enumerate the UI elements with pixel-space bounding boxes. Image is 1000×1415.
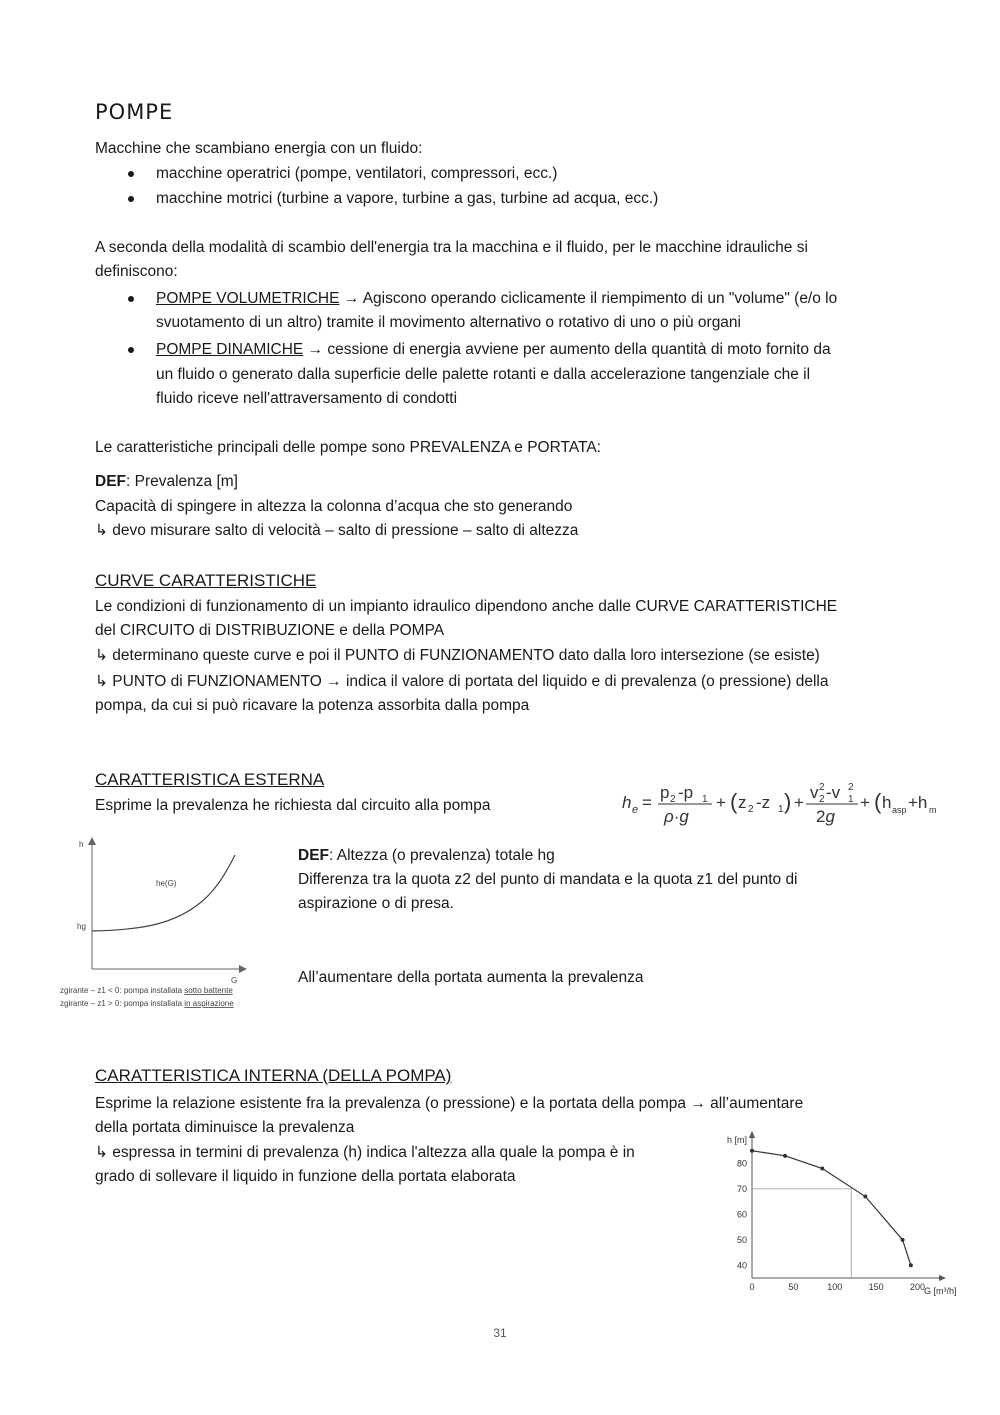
paragraph-line: ↳ PUNTO di FUNZIONAMENTO → indica il valore di portata del liquido e di prevalenza (o pressione) della (95, 673, 829, 690)
list-item-cont: un fluido o generato dalla superficie delle palette rotanti e dalla accelerazione tangenziale che il (156, 366, 811, 383)
paragraph-line: All’aumentare della portata aumenta la prevalenza (298, 969, 644, 986)
data-point (820, 1167, 824, 1171)
paragraph-line: ↳ determinano queste curve e poi il PUNTO di FUNZIONAMENTO dato dalla loro intersezione (se esiste) (95, 647, 820, 664)
svg-text:+: + (860, 793, 870, 812)
list-item: macchine operatrici (pompe, ventilatori, compressori, ecc.) (156, 165, 558, 182)
y-tick-label: 40 (736, 1260, 747, 1271)
list-item (156, 339, 831, 361)
list-item-cont: svuotamento di un altro) tramite il movimento alternativo o rotativo di uno o più organi (156, 314, 741, 331)
svg-text:v: v (810, 783, 819, 802)
svg-text:2: 2 (819, 794, 825, 805)
y-axis-label: h [m] (727, 1135, 748, 1145)
svg-text:z: z (738, 793, 747, 812)
external-characteristic-graph (55, 835, 285, 1020)
bullet (128, 347, 134, 353)
svg-text:h: h (882, 793, 892, 812)
svg-text:(: ( (874, 789, 882, 814)
y-tick-label: 50 (736, 1234, 747, 1245)
x-tick-label: 0 (749, 1282, 755, 1292)
y-axis-arrow (88, 837, 96, 845)
bullet (128, 196, 134, 202)
svg-text:ρ·g: ρ·g (664, 807, 689, 826)
paragraph-line: del CIRCUITO di DISTRIBUZIONE e della POMPA (95, 622, 445, 639)
svg-text:1: 1 (702, 794, 708, 805)
paragraph-line: grado di sollevare il liquido in funzione della portata elaborata (95, 1168, 516, 1185)
paragraph-line: Esprime la relazione esistente fra la prevalenza (o pressione) e la portata della pompa → all’aumentare (95, 1095, 804, 1112)
x-tick-label: 150 (868, 1282, 884, 1292)
svg-text:+: + (716, 793, 726, 812)
y-tick-label: 60 (736, 1209, 747, 1220)
svg-text:+: + (794, 793, 804, 812)
list-item-text: → cessione di energia avviene per aumento della quantità di moto fornito da (303, 341, 831, 358)
paragraph-line: A seconda della modalità di scambio dell'energia tra la macchina e il fluido, per le macchine idrauliche si (95, 239, 808, 256)
svg-text:2g: 2g (816, 807, 835, 826)
section-heading: CARATTERISTICA INTERNA (DELLA POMPA) (95, 1066, 452, 1085)
y-axis-label: h (79, 840, 84, 849)
page-title: POMPE (95, 100, 174, 124)
x-tick-label: 50 (788, 1282, 799, 1292)
paragraph-line: definiscono: (95, 263, 178, 280)
prevalence-formula (618, 776, 937, 832)
x-tick-label: 100 (827, 1282, 843, 1292)
svg-text:1: 1 (848, 794, 854, 805)
paragraph-line: Le caratteristiche principali delle pompe sono PREVALENZA e PORTATA: (95, 439, 601, 456)
hg-label: hg (77, 922, 86, 931)
svg-text:1: 1 (778, 804, 784, 815)
note-below-head: zgirante – z1 < 0: pompa installata sotto battente (60, 986, 233, 995)
x-axis-arrow (239, 965, 247, 973)
paragraph-line: della portata diminuisce la prevalenza (95, 1119, 355, 1136)
section-heading: CARATTERISTICA ESTERNA (95, 770, 325, 789)
paragraph-line: ↳ espressa in termini di prevalenza (h) indica l'altezza alla quale la pompa è in (95, 1144, 635, 1161)
formula-he: h (622, 793, 632, 812)
data-point (750, 1149, 754, 1153)
he-curve (92, 855, 235, 931)
svg-text:2: 2 (819, 782, 825, 793)
x-axis-arrow (939, 1275, 946, 1281)
def-line (95, 471, 238, 493)
svg-text:-v: -v (826, 783, 841, 802)
x-tick-label: 200 (909, 1282, 925, 1292)
data-point (909, 1263, 913, 1267)
svg-text:p: p (660, 783, 670, 802)
def-text: : Prevalenza [m] (126, 473, 238, 490)
svg-text:+h: +h (908, 793, 928, 812)
term-volumetric: POMPE VOLUMETRICHE (156, 290, 340, 307)
data-point (901, 1238, 905, 1242)
pump-characteristic-chart (722, 1128, 972, 1303)
note-suction: zgirante – z1 > 0: pompa installata in aspirazione (60, 999, 234, 1008)
bullet (128, 171, 134, 177)
data-point (863, 1195, 867, 1199)
paragraph-line: aspirazione o di presa. (298, 895, 454, 912)
pump-curve-line (752, 1151, 911, 1266)
x-axis-label: G [m³/h] (924, 1286, 957, 1296)
paragraph-line: Capacità di spingere in altezza la colonna d’acqua che sto generando (95, 498, 573, 515)
page-number: 31 (493, 1326, 507, 1340)
list-item: macchine motrici (turbine a vapore, turbine a gas, turbine ad acqua, ecc.) (156, 190, 659, 207)
def-text: : Altezza (o prevalenza) totale hg (329, 847, 555, 864)
svg-text:asp: asp (892, 805, 907, 815)
paragraph-line: ↳ devo misurare salto di velocità – salto di pressione – salto di altezza (95, 522, 579, 539)
svg-text:): ) (784, 789, 792, 814)
list-item (156, 288, 837, 310)
y-tick-label: 70 (736, 1183, 747, 1194)
section-heading: CURVE CARATTERISTICHE (95, 571, 317, 590)
svg-text:2: 2 (848, 782, 854, 793)
def-label: DEF (298, 847, 329, 864)
x-axis-label: G (231, 976, 238, 985)
svg-text:2: 2 (748, 804, 754, 815)
svg-text:(: ( (730, 789, 738, 814)
y-tick-label: 80 (736, 1158, 747, 1169)
bullet (128, 296, 134, 302)
def-line (298, 845, 555, 867)
y-axis-arrow (749, 1131, 755, 1138)
list-item-text: → Agiscono operando ciclicamente il riempimento di un "volume" (e/o lo (339, 290, 838, 307)
paragraph-line: pompa, da cui si può ricavare la potenza assorbita dalla pompa (95, 697, 530, 714)
list-item-cont: fluido riceve nell'attraversamento di condotti (156, 390, 458, 407)
svg-text:e: e (632, 804, 639, 816)
svg-text:-p: -p (678, 783, 694, 802)
svg-text:=: = (642, 793, 652, 812)
paragraph-line: Le condizioni di funzionamento di un impianto idraulico dipendono anche dalle CURVE CARATTERISTICHE (95, 598, 838, 615)
data-point (783, 1154, 787, 1158)
term-dynamic: POMPE DINAMICHE (156, 341, 304, 358)
svg-text:-z: -z (756, 793, 771, 812)
paragraph-line: Differenza tra la quota z2 del punto di mandata e la quota z1 del punto di (298, 871, 798, 888)
svg-text:2: 2 (670, 794, 676, 805)
paragraph-line: Esprime la prevalenza he richiesta dal circuito alla pompa (95, 797, 491, 814)
svg-text:m: m (929, 805, 937, 815)
intro-text: Macchine che scambiano energia con un fluido: (95, 140, 423, 157)
def-label: DEF (95, 473, 126, 490)
curve-label: he(G) (156, 879, 177, 888)
